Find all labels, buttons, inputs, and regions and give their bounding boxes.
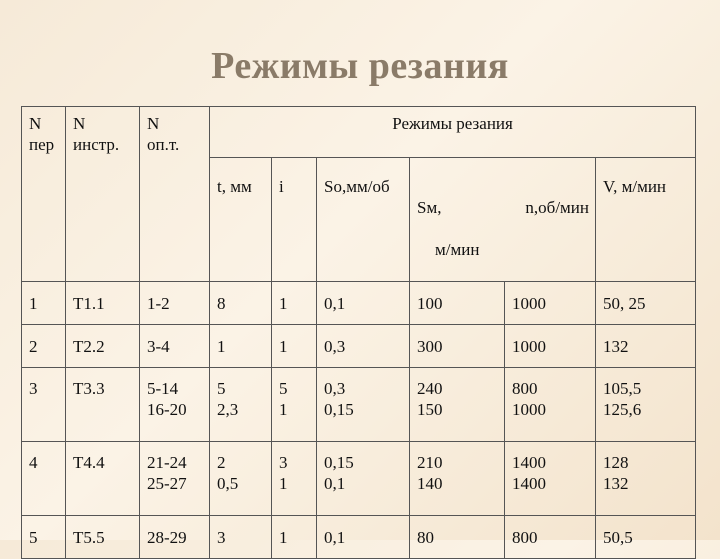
- cell-n: 1000: [505, 282, 596, 325]
- table-row: [22, 325, 696, 368]
- header-n: n,об/мин: [525, 198, 589, 217]
- table-row: [22, 442, 696, 516]
- header-group-cutting-modes: Режимы резания: [210, 107, 696, 158]
- cell-so: 0,3 0,15: [317, 368, 410, 442]
- cell-v: 50,5: [596, 516, 696, 559]
- cell-v: 105,5 125,6: [596, 368, 696, 442]
- cell-sm: 300: [410, 325, 505, 368]
- cell-so: 0,1: [317, 282, 410, 325]
- cell-i: 1: [272, 282, 317, 325]
- cell-so: 0,3: [317, 325, 410, 368]
- cell-v: 50, 25: [596, 282, 696, 325]
- table-row: [22, 368, 696, 442]
- header-sm-n: [410, 158, 596, 282]
- cell-i: 1: [272, 516, 317, 559]
- cell-instr: Т3.3: [66, 368, 140, 442]
- cell-instr: Т5.5: [66, 516, 140, 559]
- cell-t: 3: [210, 516, 272, 559]
- cell-op: 5-14 16-20: [140, 368, 210, 442]
- header-n-instr: N инстр.: [66, 107, 140, 282]
- cell-t: 5 2,3: [210, 368, 272, 442]
- cell-t: 2 0,5: [210, 442, 272, 516]
- cell-sm: 240 150: [410, 368, 505, 442]
- header-sm-unit: м/мин: [435, 240, 480, 259]
- cell-instr: Т1.1: [66, 282, 140, 325]
- table-row: [22, 282, 696, 325]
- cell-n: 800 1000: [505, 368, 596, 442]
- cell-n: 1000: [505, 325, 596, 368]
- cell-op: 28-29: [140, 516, 210, 559]
- header-row-1: [22, 107, 696, 158]
- header-n-op: N оп.т.: [140, 107, 210, 282]
- cell-sm: 100: [410, 282, 505, 325]
- cutting-modes-table: [21, 106, 696, 559]
- cell-n: 1400 1400: [505, 442, 596, 516]
- cell-op: 21-24 25-27: [140, 442, 210, 516]
- cell-per: 3: [22, 368, 66, 442]
- header-i: i: [272, 158, 317, 282]
- header-n-per: N пер: [22, 107, 66, 282]
- cell-op: 3-4: [140, 325, 210, 368]
- cell-per: 4: [22, 442, 66, 516]
- cell-t: 1: [210, 325, 272, 368]
- cell-v: 132: [596, 325, 696, 368]
- header-so: So,мм/об: [317, 158, 410, 282]
- cell-v: 128 132: [596, 442, 696, 516]
- cell-n: 800: [505, 516, 596, 559]
- cell-i: 3 1: [272, 442, 317, 516]
- header-t: t, мм: [210, 158, 272, 282]
- cell-so: 0,15 0,1: [317, 442, 410, 516]
- header-v: V, м/мин: [596, 158, 696, 282]
- table-row: [22, 516, 696, 559]
- cell-per: 1: [22, 282, 66, 325]
- cell-i: 1: [272, 325, 317, 368]
- cell-i: 5 1: [272, 368, 317, 442]
- cell-instr: Т2.2: [66, 325, 140, 368]
- cell-sm: 80: [410, 516, 505, 559]
- cell-so: 0,1: [317, 516, 410, 559]
- cell-sm: 210 140: [410, 442, 505, 516]
- cell-per: 2: [22, 325, 66, 368]
- cell-t: 8: [210, 282, 272, 325]
- cell-op: 1-2: [140, 282, 210, 325]
- header-sm: Sм,: [417, 198, 442, 217]
- cell-per: 5: [22, 516, 66, 559]
- cell-instr: Т4.4: [66, 442, 140, 516]
- slide-title: Режимы резания: [211, 45, 509, 87]
